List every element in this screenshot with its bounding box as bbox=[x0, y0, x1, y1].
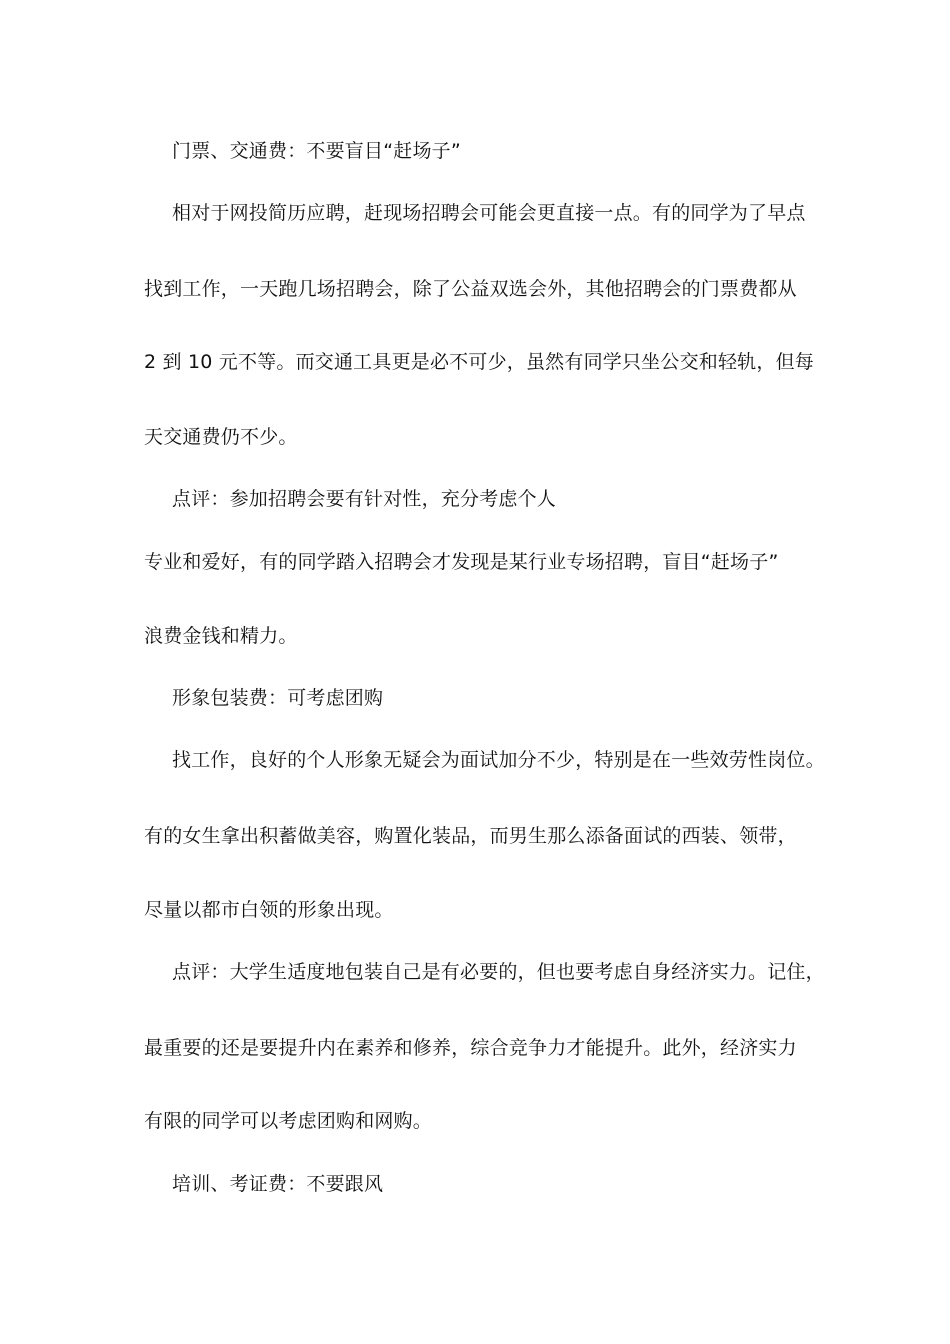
paragraph-line: 尽量以都市白领的形象出现。 bbox=[144, 899, 394, 921]
paragraph-line: 2 到 10 元不等。而交通工具更是必不可少，虽然有同学只坐公交和轻轨，但每 bbox=[144, 351, 814, 373]
comment-line: 点评：大学生适度地包装自己是有必要的，但也要考虑自身经济实力。记住， bbox=[172, 961, 825, 983]
section-heading-training-certificates: 培训、考证费：不要跟风 bbox=[172, 1173, 384, 1195]
paragraph-line: 相对于网投简历应聘，赶现场招聘会可能会更直接一点。有的同学为了早点 bbox=[172, 202, 806, 224]
paragraph-line: 专业和爱好，有的同学踏入招聘会才发现是某行业专场招聘，盲目“赶场子” bbox=[144, 551, 779, 573]
paragraph-line: 天交通费仍不少。 bbox=[144, 426, 298, 448]
paragraph-line: 有的女生拿出积蓄做美容，购置化装品，而男生那么添备面试的西装、领带， bbox=[144, 825, 797, 847]
paragraph-line: 找到工作，一天跑几场招聘会，除了公益双选会外，其他招聘会的门票费都从 bbox=[144, 278, 797, 300]
comment-line: 点评：参加招聘会要有针对性，充分考虑个人 bbox=[172, 488, 557, 510]
section-heading-image-packaging: 形象包装费：可考虑团购 bbox=[172, 687, 384, 709]
paragraph-line: 找工作，良好的个人形象无疑会为面试加分不少，特别是在一些效劳性岗位。 bbox=[172, 749, 825, 771]
section-heading-tickets-transport: 门票、交通费：不要盲目“赶场子” bbox=[172, 140, 461, 162]
paragraph-line: 最重要的还是要提升内在素养和修养，综合竞争力才能提升。此外，经济实力 bbox=[144, 1037, 797, 1059]
paragraph-line: 有限的同学可以考虑团购和网购。 bbox=[144, 1110, 433, 1132]
paragraph-line: 浪费金钱和精力。 bbox=[144, 625, 298, 647]
